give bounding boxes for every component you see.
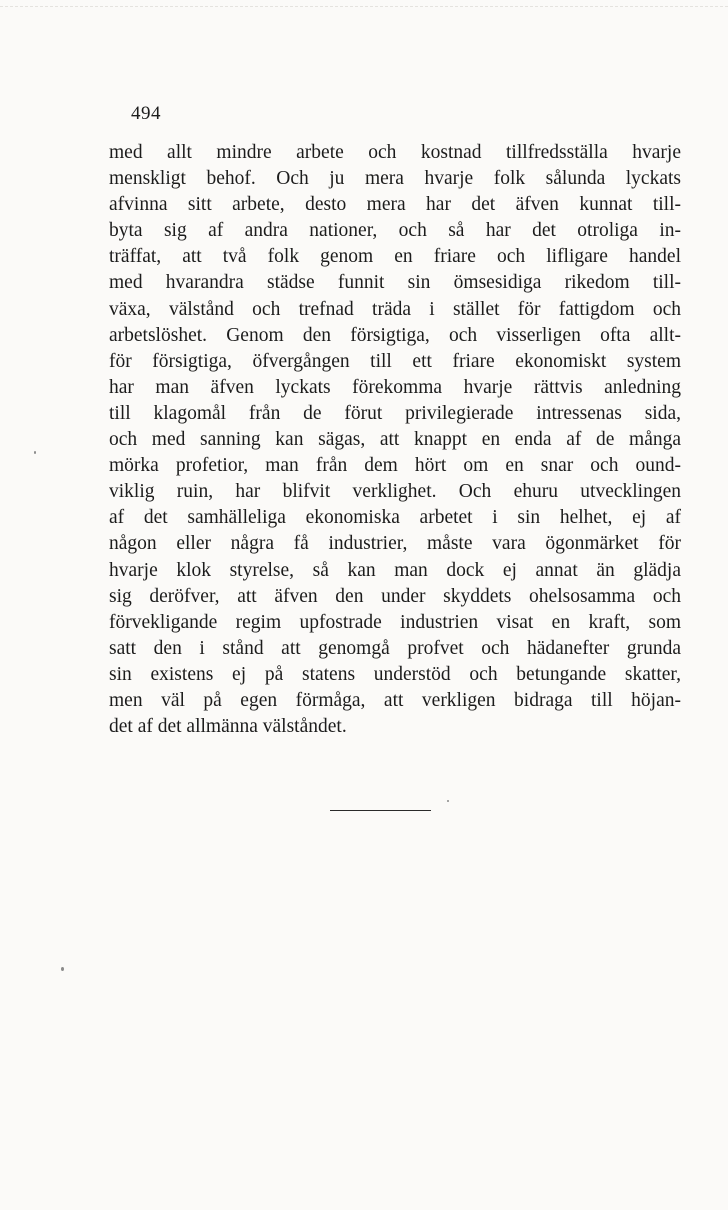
text-line-2: menskligt behof. Och ju mera hvarje folk sålunda lyckats <box>109 168 681 190</box>
text-line-1: med allt mindre arbete och kostnad tillfredsställa hvarje <box>109 142 681 163</box>
text-line-16: någon eller några få industrier, måste vara ögonmärket för <box>109 533 681 555</box>
text-line-9: för försigtiga, öfvergången till ett friare ekonomiskt system <box>109 350 681 372</box>
text-line-18: sig deröfver, att äfven den under skyddets ohelsosamma och <box>109 585 681 607</box>
text-line-12: och med sanning kan sägas, att knappt en enda af de många <box>109 429 681 451</box>
text-line-14: viklig ruin, har blifvit verklighet. Och ehuru utvecklingen <box>109 481 681 503</box>
end-of-chapter-rule <box>330 810 431 811</box>
scan-edge-artifact <box>0 6 728 9</box>
text-line-13: mörka profetior, man från dem hört om en snar och ound- <box>109 455 681 477</box>
ink-speck <box>61 967 64 971</box>
text-line-19: förvekligande regim upfostrade industrien visat en kraft, som <box>109 611 681 633</box>
text-line-10: har man äfven lyckats förekomma hvarje rättvis anledning <box>109 376 681 398</box>
text-line-7: växa, välstånd och trefnad träda i stället för fattigdom och <box>109 298 681 320</box>
text-line-8: arbetslöshet. Genom den försigtiga, och visserligen ofta allt- <box>109 324 681 346</box>
text-line-6: med hvarandra städse funnit sin ömsesidiga rikedom till- <box>109 272 681 294</box>
text-line-17: hvarje klok styrelse, så kan man dock ej annat än glädja <box>109 559 681 581</box>
text-line-4: byta sig af andra nationer, och så har det otroliga in- <box>109 220 681 242</box>
ink-speck <box>34 451 36 454</box>
text-line-11: till klagomål från de förut privilegierade intressenas sida, <box>109 402 681 424</box>
text-line-15: af det samhälleliga ekonomiska arbetet i sin helhet, ej af <box>109 507 681 529</box>
text-line-22: men väl på egen förmåga, att verkligen bidraga till höjan- <box>109 689 681 711</box>
ink-speck <box>447 800 449 802</box>
text-line-23: det af det allmänna välståndet. <box>109 716 347 738</box>
text-line-21: sin existens ej på statens understöd och betungande skatter, <box>109 663 681 685</box>
text-line-3: afvinna sitt arbete, desto mera har det äfven kunnat till- <box>109 194 681 216</box>
text-line-5: träffat, att två folk genom en friare och lifligare handel <box>109 246 681 268</box>
text-line-20: satt den i stånd att genomgå profvet och hädanefter grunda <box>109 637 681 659</box>
body-paragraph <box>109 140 681 740</box>
page-number: 494 <box>131 103 161 124</box>
